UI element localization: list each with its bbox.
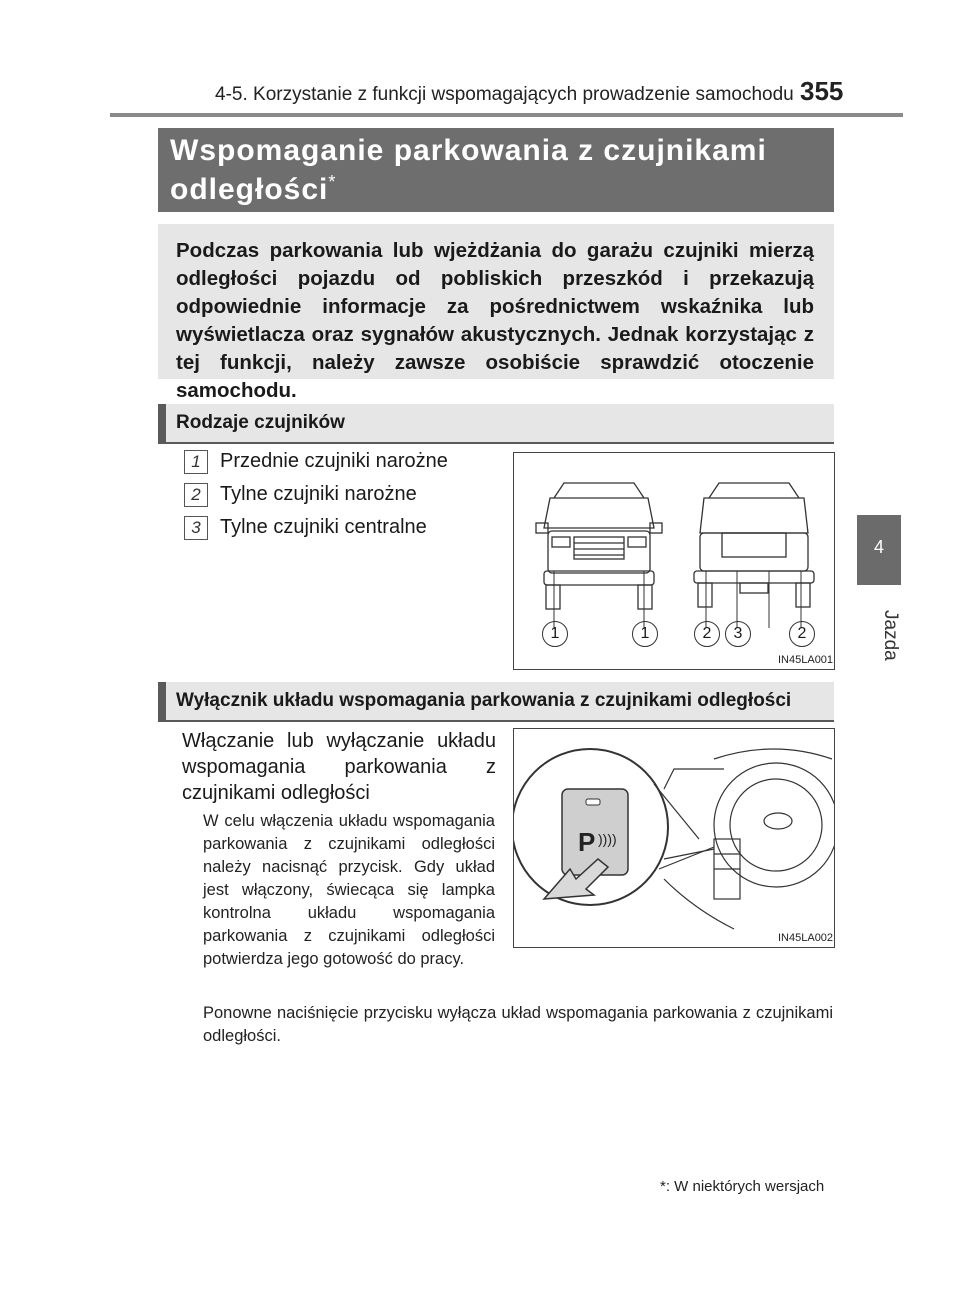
chapter-label: Jazda [880, 610, 901, 661]
running-title: 4-5. Korzystanie z funkcji wspomagających prowadzenie samochodu [215, 84, 794, 105]
section-heading-text: Rodzaje czujników [176, 412, 345, 433]
figure-code: IN45LA002 [778, 932, 834, 944]
list-item [184, 516, 427, 540]
sensor-wave-icon: )))) [598, 831, 617, 847]
section-heading-bar [158, 682, 166, 720]
item-text: Przednie czujniki narożne [220, 450, 448, 472]
callout-2: 2 [789, 621, 815, 647]
intro-box [158, 224, 834, 402]
section-heading-sensors [158, 404, 834, 444]
figure-code: IN45LA001 [778, 654, 834, 666]
item-text: Tylne czujniki centralne [220, 516, 427, 538]
callout-3: 3 [725, 621, 751, 647]
section-heading-text: Wyłącznik układu wspomagania parkowania z czujnikami odległości [176, 690, 792, 711]
callout-2: 2 [694, 621, 720, 647]
sensor-location-figure [513, 452, 835, 670]
chapter-tab [857, 515, 901, 585]
title-line-1: Wspomaganie parkowania z czujnikami [170, 134, 767, 167]
item-number: 3 [184, 516, 208, 540]
intro-text: Podczas parkowania lub wjeżdżania do garażu czujniki mierzą odległości pojazdu od pobliskich przeszkód i przekazują odpowiednie informacje za pośrednictwem wskaźnika lub wyświetlacza oraz sygnałów akustycznych. Jednak korzystając z tej funkcji, należy zawsze osobiście sprawdzić otoczenie samochodu. [176, 239, 814, 402]
dashboard-illustration [514, 729, 834, 947]
switch-off-instructions: Ponowne naciśnięcie przycisku wyłącza układ wspomagania parkowania z czujnikami odległości. [203, 1004, 833, 1045]
callout-1: 1 [632, 621, 658, 647]
item-text: Tylne czujniki narożne [220, 483, 417, 505]
callout-1: 1 [542, 621, 568, 647]
chapter-number: 4 [873, 537, 884, 557]
switch-location-figure [513, 728, 835, 948]
list-item [184, 450, 448, 474]
title-line-2-text: odległości [170, 173, 329, 206]
footnote-text: : W niektórych wersjach [665, 1178, 825, 1195]
switch-description: Włączanie lub wyłączanie układu wspomagania parkowania z czujnikami odległości [182, 730, 496, 804]
parking-sensor-button-symbol: P [578, 827, 596, 857]
version-marker: * [328, 172, 337, 192]
header-rule [110, 113, 903, 117]
item-number: 1 [184, 450, 208, 474]
list-item [184, 483, 417, 507]
footnote-marker: * [660, 1178, 666, 1195]
section-heading-bar [158, 404, 166, 442]
section-title-box [158, 128, 834, 212]
page-number: 355 [800, 76, 844, 106]
item-number: 2 [184, 483, 208, 507]
section-heading-switch [158, 682, 834, 722]
footnote [660, 1178, 824, 1195]
title-line-2 [170, 172, 336, 207]
switch-on-instructions: W celu włączenia układu wspomagania parkowania z czujnikami odległości należy nacisnąć przycisk. Gdy układ jest włączony, świecąca się lampka kontrolna układu wspomagania parkowania z czujnikami odległości potwierdza jego gotowość do pracy. [203, 812, 495, 968]
